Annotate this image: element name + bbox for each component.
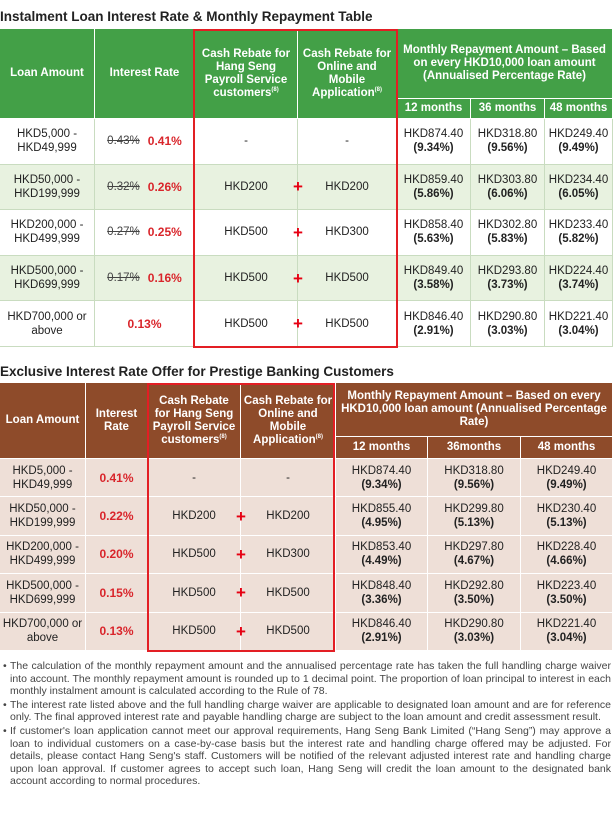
repayment-cell <box>471 256 545 302</box>
current-rate: 0.20% <box>99 547 134 562</box>
header-months-1 <box>397 99 471 119</box>
repayment-amount: HKD233.40 <box>548 219 609 232</box>
plus-icon: + <box>293 268 303 288</box>
interest-rate-cell <box>86 613 148 651</box>
apr-value: (9.34%) <box>413 142 454 155</box>
header-rebate-payroll-label <box>150 395 238 447</box>
repayment-amount: HKD221.40 <box>536 618 597 631</box>
header-loan-amount-label <box>6 414 80 427</box>
header-monthly-repayment <box>397 29 613 99</box>
apr-value: (4.49%) <box>361 555 402 568</box>
current-rate: 0.16% <box>147 271 182 286</box>
bullet-icon: • <box>3 724 7 737</box>
repayment-amount: HKD249.40 <box>536 464 597 477</box>
apr-value: (9.56%) <box>487 142 528 155</box>
apr-value: (3.50%) <box>453 593 495 606</box>
plus-icon: + <box>236 506 246 526</box>
repayment-cell <box>336 536 428 574</box>
header-interest-rate-label <box>110 67 180 80</box>
footnote-item <box>3 660 611 698</box>
rebate-payroll-cell: HKD500 <box>195 256 298 302</box>
header-loan-amount <box>0 383 86 459</box>
current-rate: 0.41% <box>99 470 134 485</box>
rebate-payroll-cell: - <box>195 119 298 165</box>
current-rate: 0.25% <box>147 225 182 240</box>
header-loan-amount <box>0 29 95 119</box>
repayment-cell <box>521 536 613 574</box>
interest-rate-cell <box>86 497 148 535</box>
apr-value: (3.74%) <box>558 279 599 292</box>
repayment-cell <box>336 459 428 497</box>
loan-amount-cell: HKD5,000 - HKD49,999 <box>0 459 86 497</box>
footnotes <box>3 660 611 789</box>
header-months-2-label <box>447 441 501 454</box>
repayment-cell <box>428 574 521 612</box>
repayment-amount: HKD302.80 <box>477 219 538 232</box>
interest-rate-cell <box>95 210 195 256</box>
header-loan-amount-text: Loan Amount <box>5 414 80 426</box>
interest-rate-cell <box>95 165 195 211</box>
rebate-online-cell: HKD500 <box>298 301 397 347</box>
apr-value: (3.36%) <box>361 593 402 606</box>
repayment-cell <box>471 210 545 256</box>
apr-value: (3.03%) <box>453 632 495 645</box>
interest-rate-cell <box>95 301 195 347</box>
header-rebate-payroll-footnote-ref: (8) <box>219 433 227 440</box>
header-months-1-label <box>353 441 411 454</box>
header-interest-rate <box>95 29 195 119</box>
repayment-cell <box>336 574 428 612</box>
apr-value: (5.63%) <box>413 233 454 246</box>
repayment-cell <box>336 497 428 535</box>
rebate-online-cell: HKD200 <box>241 497 336 535</box>
header-months-2 <box>471 99 545 119</box>
table1-title: Instalment Loan Interest Rate & Monthly Repayment Table <box>0 9 373 24</box>
repayment-amount: HKD221.40 <box>548 310 609 323</box>
interest-rate-table <box>0 29 613 347</box>
apr-value: (5.83%) <box>487 233 528 246</box>
repayment-cell <box>521 613 613 651</box>
apr-value: (4.67%) <box>453 555 495 568</box>
plus-icon: + <box>236 583 246 603</box>
apr-value: (9.49%) <box>546 478 587 491</box>
prestige-rate-table <box>0 383 613 651</box>
header-months-3-label <box>550 102 608 115</box>
rebate-payroll-cell: HKD500 <box>148 613 241 651</box>
plus-icon: + <box>293 177 303 197</box>
interest-rate-cell <box>86 574 148 612</box>
apr-value: (2.91%) <box>413 324 454 337</box>
repayment-cell <box>521 459 613 497</box>
apr-value: (5.86%) <box>413 187 454 200</box>
apr-value: (4.66%) <box>546 555 587 568</box>
header-monthly-repayment-label <box>399 44 610 83</box>
rebate-payroll-cell: HKD200 <box>148 497 241 535</box>
rebate-online-cell: HKD300 <box>298 210 397 256</box>
rebate-online-cell: HKD300 <box>241 536 336 574</box>
repayment-cell <box>397 256 471 302</box>
header-monthly-repayment-text: Monthly Repayment Amount – Based on every HKD10,000 loan amount (Annualised Percentage Rate) <box>341 390 607 428</box>
repayment-cell <box>471 165 545 211</box>
header-rebate-online <box>298 29 397 119</box>
rebate-payroll-cell: - <box>148 459 241 497</box>
header-rebate-online-footnote-ref: (8) <box>315 433 323 440</box>
header-rebate-payroll-footnote-ref: (8) <box>271 86 279 93</box>
apr-value: (6.06%) <box>487 187 528 200</box>
rebate-payroll-cell: HKD500 <box>148 536 241 574</box>
plus-icon: + <box>293 223 303 242</box>
repayment-cell <box>545 301 613 347</box>
header-months-1-label <box>405 102 463 115</box>
header-rebate-payroll-text: Cash Rebate for Hang Seng Payroll Service customers <box>201 47 291 99</box>
current-rate: 0.15% <box>99 585 134 600</box>
header-loan-amount-text: Loan Amount <box>10 67 84 79</box>
footnote-text: If customer's loan application cannot meet our approval requirements, Hang Seng Bank Limited (“Hang Seng”) may approve a loan to individual customers on a case-by-case basis but the interest rate and handling charge offered may be adjusted. For details, please contact Hang Seng's staff. Customers will be notified of the relevant adjusted interest rate and handling charge upon loan approval. If customer agrees to accept such loan, Hang Seng will credit the loan amount to the designated bank account according to normal procedures. <box>10 724 611 788</box>
header-interest-rate-text: Interest Rate <box>109 67 180 79</box>
apr-value: (4.95%) <box>361 517 402 530</box>
apr-value: (9.34%) <box>361 478 402 491</box>
header-rebate-payroll-label <box>197 48 295 100</box>
header-months-3 <box>521 437 613 459</box>
repayment-cell <box>545 165 613 211</box>
current-rate: 0.26% <box>147 179 182 194</box>
header-rebate-payroll <box>195 29 298 119</box>
rebate-online-cell: HKD500 <box>241 574 336 612</box>
apr-value: (9.49%) <box>558 142 599 155</box>
footnote-item <box>3 725 611 788</box>
current-rate: 0.22% <box>99 509 134 524</box>
header-rebate-online-label <box>243 395 333 447</box>
repayment-amount: HKD858.40 <box>403 219 464 232</box>
loan-amount-cell: HKD200,000 - HKD499,999 <box>0 210 95 256</box>
interest-rate-cell <box>95 256 195 302</box>
repayment-cell <box>545 119 613 165</box>
header-months-3-text: 48 months <box>549 102 608 114</box>
interest-rate-cell <box>86 459 148 497</box>
repayment-cell <box>428 497 521 535</box>
header-months-1-text: 12 months <box>352 441 411 453</box>
repayment-cell <box>397 301 471 347</box>
repayment-amount: HKD846.40 <box>351 618 412 631</box>
apr-value: (3.73%) <box>487 279 528 292</box>
header-months-1 <box>336 437 428 459</box>
header-months-2-text: 36months <box>446 441 502 453</box>
repayment-amount: HKD230.40 <box>536 503 597 516</box>
loan-amount-cell: HKD700,000 or above <box>0 301 95 347</box>
header-interest-rate-label <box>88 408 145 434</box>
footnote-text: The interest rate listed above and the full handling charge waiver are applicable to designated loan amount and are for reference only. The final approved interest rate and payable handling charge are subject to the loan amount and credit assessment result. <box>10 698 611 724</box>
repayment-amount: HKD290.80 <box>477 310 538 323</box>
header-months-3-label <box>538 441 596 454</box>
previous-rate: 0.43% <box>107 135 140 148</box>
repayment-cell <box>471 119 545 165</box>
repayment-cell <box>336 613 428 651</box>
header-rebate-online-footnote-ref: (8) <box>374 86 382 93</box>
rebate-payroll-cell: HKD500 <box>195 210 298 256</box>
header-rebate-online <box>241 383 336 459</box>
rebate-payroll-cell: HKD500 <box>195 301 298 347</box>
rebate-online-cell: HKD200 <box>298 165 397 211</box>
repayment-amount: HKD228.40 <box>536 541 597 554</box>
repayment-amount: HKD303.80 <box>477 173 538 186</box>
repayment-cell <box>521 574 613 612</box>
rebate-online-cell: HKD500 <box>241 613 336 651</box>
repayment-cell <box>471 301 545 347</box>
rebate-payroll-cell: HKD500 <box>148 574 241 612</box>
loan-amount-cell: HKD5,000 - HKD49,999 <box>0 119 95 165</box>
bullet-icon: • <box>3 660 7 672</box>
repayment-cell <box>428 536 521 574</box>
apr-value: (5.13%) <box>453 517 495 530</box>
header-loan-amount-label <box>10 67 84 80</box>
header-months-1-text: 12 months <box>404 102 463 114</box>
repayment-amount: HKD318.80 <box>444 464 504 477</box>
repayment-amount: HKD859.40 <box>403 173 464 186</box>
interest-rate-cell <box>86 536 148 574</box>
previous-rate: 0.17% <box>107 272 140 285</box>
apr-value: (3.04%) <box>558 324 599 337</box>
current-rate: 0.41% <box>147 134 182 149</box>
repayment-cell <box>428 613 521 651</box>
repayment-amount: HKD292.80 <box>444 579 504 592</box>
header-monthly-repayment-label <box>338 390 610 429</box>
repayment-amount: HKD249.40 <box>548 128 609 141</box>
apr-value: (5.82%) <box>558 233 599 246</box>
previous-rate: 0.27% <box>107 226 140 239</box>
repayment-amount: HKD293.80 <box>477 265 538 278</box>
plus-icon: + <box>293 314 303 334</box>
interest-rate-cell <box>95 119 195 165</box>
current-rate: 0.13% <box>99 624 134 639</box>
footnote-text: The calculation of the monthly repayment amount and the annualised percentage rate has taken the full handling charge waiver into account. The monthly repayment amount is rounded up to 1 decimal point. The proportion of loan principal to interest in each monthly instalment amount is calculated according to the Rule of 78. <box>10 660 611 698</box>
loan-amount-cell: HKD50,000 - HKD199,999 <box>0 165 95 211</box>
header-rebate-online-text: Cash Rebate for Online and Mobile Application <box>302 47 392 99</box>
header-months-2-label <box>479 102 537 115</box>
header-monthly-repayment <box>336 383 613 437</box>
repayment-amount: HKD299.80 <box>444 503 504 516</box>
header-interest-rate <box>86 383 148 459</box>
repayment-amount: HKD223.40 <box>536 579 597 592</box>
repayment-amount: HKD855.40 <box>351 503 412 516</box>
repayment-cell <box>545 256 613 302</box>
loan-amount-cell: HKD500,000 - HKD699,999 <box>0 256 95 302</box>
apr-value: (3.50%) <box>546 593 587 606</box>
loan-amount-cell: HKD200,000 - HKD499,999 <box>0 536 86 574</box>
plus-icon: + <box>236 621 246 641</box>
table2-title: Exclusive Interest Rate Offer for Prestige Banking Customers <box>0 364 394 379</box>
repayment-amount: HKD849.40 <box>403 265 464 278</box>
apr-value: (3.03%) <box>487 324 528 337</box>
bullet-icon: • <box>3 698 7 711</box>
plus-icon: + <box>236 545 246 564</box>
loan-amount-cell: HKD500,000 - HKD699,999 <box>0 574 86 612</box>
header-rebate-online-label <box>300 48 394 100</box>
header-rebate-payroll-text: Cash Rebate for Hang Seng Payroll Service customers <box>152 394 236 446</box>
header-months-3-text: 48 months <box>537 441 596 453</box>
header-interest-rate-text: Interest Rate <box>95 407 138 433</box>
repayment-cell <box>397 210 471 256</box>
header-months-2-text: 36 months <box>478 102 537 114</box>
apr-value: (5.13%) <box>546 517 587 530</box>
current-rate: 0.13% <box>127 316 162 331</box>
apr-value: (9.56%) <box>453 478 495 491</box>
repayment-cell <box>545 210 613 256</box>
repayment-cell <box>397 165 471 211</box>
repayment-cell <box>521 497 613 535</box>
apr-value: (3.58%) <box>413 279 454 292</box>
loan-amount-cell: HKD700,000 or above <box>0 613 86 651</box>
apr-value: (3.04%) <box>546 632 587 645</box>
apr-value: (2.91%) <box>361 632 402 645</box>
repayment-amount: HKD853.40 <box>351 541 412 554</box>
apr-value: (6.05%) <box>558 187 599 200</box>
repayment-cell <box>428 459 521 497</box>
header-months-3 <box>545 99 613 119</box>
repayment-amount: HKD224.40 <box>548 265 609 278</box>
repayment-amount: HKD290.80 <box>444 618 504 631</box>
rebate-online-cell: - <box>241 459 336 497</box>
header-rebate-online-text: Cash Rebate for Online and Mobile Application <box>243 394 333 446</box>
rebate-payroll-cell: HKD200 <box>195 165 298 211</box>
footnote-item <box>3 699 611 724</box>
header-months-2 <box>428 437 521 459</box>
rebate-online-cell: - <box>298 119 397 165</box>
repayment-amount: HKD848.40 <box>351 579 412 592</box>
repayment-amount: HKD234.40 <box>548 173 609 186</box>
repayment-amount: HKD318.80 <box>477 128 538 141</box>
repayment-amount: HKD874.40 <box>351 464 412 477</box>
loan-amount-cell: HKD50,000 - HKD199,999 <box>0 497 86 535</box>
repayment-cell <box>397 119 471 165</box>
previous-rate: 0.32% <box>107 180 140 193</box>
header-rebate-payroll <box>148 383 241 459</box>
header-monthly-repayment-text: Monthly Repayment Amount – Based on every HKD10,000 loan amount (Annualised Percentage Rate) <box>403 44 606 82</box>
repayment-amount: HKD874.40 <box>403 128 464 141</box>
repayment-amount: HKD297.80 <box>444 541 504 554</box>
rebate-online-cell: HKD500 <box>298 256 397 302</box>
repayment-amount: HKD846.40 <box>403 310 464 323</box>
